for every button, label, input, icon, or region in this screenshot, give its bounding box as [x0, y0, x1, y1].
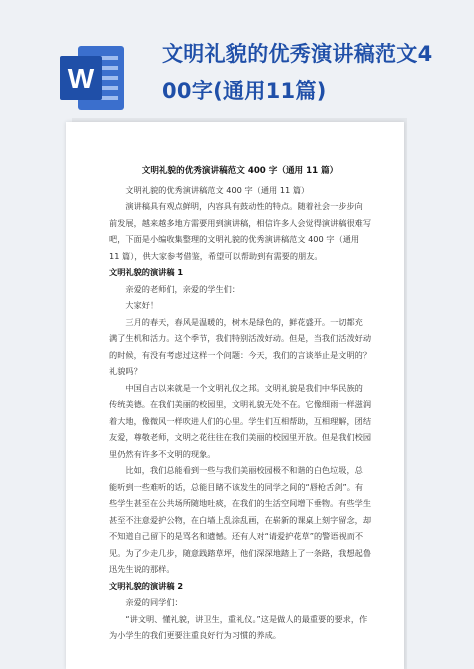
page-title: [162, 36, 462, 110]
word-icon: [58, 42, 128, 114]
paragraph: 亲爱的老师们，亲爱的学生们：: [125, 283, 241, 294]
page-title-line-1: 文明礼貌的优秀演讲稿范文4: [162, 42, 433, 66]
paragraph: 比如，我们总能看到一些与我们美丽校园极不和谐的白色垃圾，总能听到一些难听的话，总能目睹不该发生的同学之间的“唇枪舌剑”。有些学生甚至在公共场所随地吐痰，在我们的生活空间增下垂物。有些学生甚至不注意爱护公物，在白墙上乱涂乱画，在崭新的课桌上刻字留念，却不知道自己留下的是骂名和遗憾。还有人对“请爱护花草”的警语视而不见。为了少走几步，随意践踏草坪，他们深深地踏上了一条路，我想起鲁迅先生说的那样。: [109, 465, 372, 574]
page-header: [0, 0, 474, 118]
paragraph: 大家好！: [125, 300, 159, 310]
word-icon-letter: W: [67, 63, 95, 94]
paragraph: 演讲稿具有观点鲜明，内容具有鼓动性的特点。随着社会一步步向前发展，越来越多地方需要用到演讲稿，相信许多人会觉得演讲稿很难写吧，下面是小编收集整理的文明礼貌的优秀演讲稿范文 400 字（通用 11 篇），供大家参考借鉴，希望可以帮助到有需要的朋友。: [109, 201, 372, 261]
paragraph: “讲文明、懂礼貌，讲卫生，重礼仪。”这是做人的最重要的要求，作为小学生的我们更要注重良好行为习惯的养成。: [109, 613, 368, 640]
section-heading: 文明礼貌的演讲稿 2: [109, 580, 184, 591]
paragraph: 三月的春天，春风是温暖的，树木是绿色的，鲜花盛开。一切都充满了生机和活力。这个季节，我们特别活泼好动。但是，当我们活泼好动的时候，有没有考虑过这样一个问题：今天，我们的言谈举止是文明的？礼貌吗？: [109, 316, 372, 376]
page-title-line-2: 00字(通用11篇): [162, 79, 327, 103]
document-page: [66, 122, 404, 669]
section-heading: 文明礼貌的演讲稿 1: [109, 267, 184, 277]
document-body: [109, 163, 371, 644]
paragraph: 亲爱的同学们：: [125, 597, 183, 607]
document-title: 文明礼貌的优秀演讲稿范文 400 字（通用 11 篇）: [141, 166, 339, 176]
paragraph: 文明礼貌的优秀演讲稿范文 400 字（通用 11 篇）: [125, 184, 310, 195]
paragraph: 中国自古以来就是一个文明礼仪之邦。文明礼貌是我们中华民族的传统美德。在我们美丽的校园里，文明礼貌无处不在。它像细雨一样滋润着大地，像微风一样吹进人们的心里。学生们互相帮助，互相理解，团结友爱，尊敬老师，文明之花往往在我们美丽的校园里开放。但是我们校园里仍然有许多不文明的现象。: [109, 382, 372, 459]
